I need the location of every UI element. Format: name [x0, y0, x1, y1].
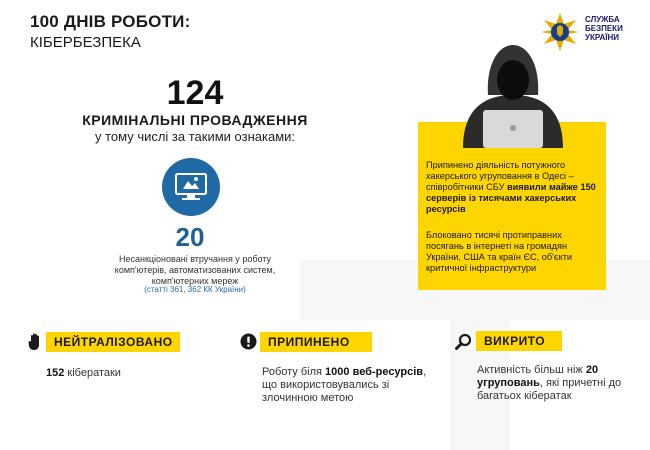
magnifier-icon — [455, 333, 472, 350]
exposed-badge: ВИКРИТО — [476, 331, 562, 351]
stopped-bold: 1000 веб-ресурсів — [325, 366, 424, 378]
unauthorized-count: 20 — [175, 222, 205, 252]
hand-stop-icon — [28, 333, 42, 351]
logo-line: УКРАЇНИ — [585, 33, 620, 42]
highlight-p1-bold: виявили майже 150 серверів із тисячами хакерських ресурсів — [426, 182, 596, 214]
criminal-cases-title: КРИМІНАЛЬНІ ПРОВАДЖЕННЯ — [82, 112, 308, 128]
stopped-text — [262, 366, 442, 405]
description-line: комп'ютерів, автоматизованих систем, — [114, 265, 276, 275]
exposed-text — [477, 364, 637, 403]
exposed-prefix: Активність більш ніж — [477, 364, 586, 376]
neutralized-count: 152 — [46, 367, 65, 379]
highlight-paragraph-1 — [426, 160, 602, 215]
computer-monitor-icon — [162, 158, 220, 216]
exclamation-circle-icon — [240, 333, 257, 350]
description-line: комп'ютерних мереж — [151, 276, 239, 286]
exposed-bold: 20 угруповань — [477, 364, 599, 389]
highlight-p1-normal: Припинено діяльність потужного хакерського угруповання в Одесі – співробітники СБУ — [426, 160, 574, 192]
hacker-image — [448, 40, 578, 148]
stopped-suffix: , що використовувались зі злочинною метою — [262, 366, 427, 404]
stopped-prefix: Роботу біля — [262, 366, 326, 378]
criminal-cases-subtitle: у тому числі за такими ознаками: — [94, 129, 296, 144]
neutralized-suffix: кібератаки — [64, 367, 121, 379]
logo-text — [585, 15, 623, 42]
stopped-badge: ПРИПИНЕНО — [260, 332, 372, 352]
neutralized-badge: НЕЙТРАЛІЗОВАНО — [46, 332, 180, 352]
logo-line: БЕЗПЕКИ — [585, 24, 623, 33]
highlight-paragraph-2: Блоковано тисячі протиправних посягань в інтернеті на громадян України, США та країн ЄС, об'єкти критичної інфраструктури — [426, 230, 573, 273]
exposed-suffix: , які причетні до багатьох кібератак — [477, 377, 622, 402]
page-title: 100 ДНІВ РОБОТИ: — [30, 12, 191, 31]
description-line: Несанкціоновані втручання у роботу — [118, 254, 272, 264]
neutralized-text — [46, 367, 121, 380]
law-articles: (статті 361, 362 КК України) — [144, 285, 246, 294]
unauthorized-description — [85, 254, 305, 287]
logo-line: СЛУЖБА — [585, 15, 620, 24]
page-subtitle: КІБЕРБЕЗПЕКА — [30, 34, 141, 51]
total-cases-number: 124 — [166, 74, 224, 112]
